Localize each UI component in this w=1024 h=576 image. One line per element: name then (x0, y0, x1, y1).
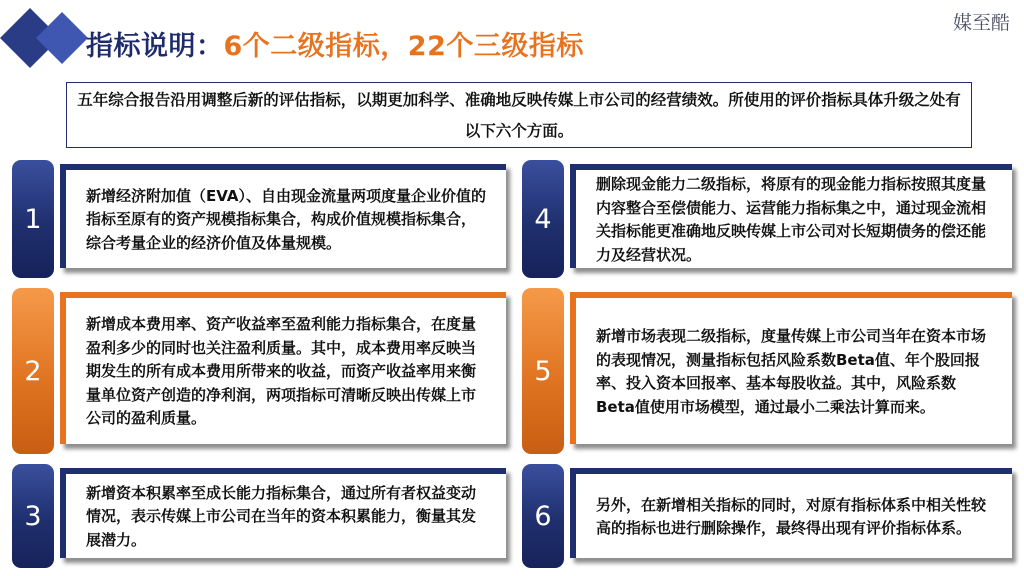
indicator-card-6 (522, 464, 1012, 568)
card-text-box (60, 164, 506, 268)
card-text-box (570, 468, 1012, 558)
card-number-badge: 1 (12, 160, 54, 278)
card-text: 删除现金能力二级指标，将原有的现金能力指标按照其度量内容整合至偿债能力、运营能力指标集之中，通过现金流相关指标能更准确地反映传媒上市公司对长短期债务的偿还能力及经营状况。 (596, 175, 987, 264)
intro-text: 五年综合报告沿用调整后新的评估指标，以期更加科学、准确地反映传媒上市公司的经营绩效。所使用的评价指标具体升级之处有以下六个方面。 (66, 82, 972, 148)
title-highlight: 6个二级指标，22个三级指标 (223, 31, 584, 62)
double-diamond-logo-icon (0, 6, 100, 70)
indicator-card-5 (522, 288, 1012, 454)
card-text-box (570, 292, 1012, 444)
card-number-badge: 6 (522, 464, 564, 568)
card-text: 新增资本积累率至成长能力指标集合，通过所有者权益变动情况，表示传媒上市公司在当年的资本积累能力，衡量其发展潜力。 (86, 483, 477, 549)
indicator-card-1 (12, 160, 506, 278)
indicator-card-2 (12, 288, 506, 454)
card-text: 新增经济附加值（EVA）、自由现金流量两项度量企业价值的指标至原有的资产规模指标集合，构成价值规模指标集合，综合考量企业的经济价值及体量规模。 (86, 186, 486, 252)
card-number-badge: 4 (522, 160, 564, 278)
card-text-box (60, 468, 506, 558)
card-text-box (60, 292, 506, 444)
card-text: 另外，在新增相关指标的同时，对原有指标体系中相关性较高的指标也进行删除操作，最终得出现有评价指标体系。 (596, 495, 987, 537)
card-text-box (570, 164, 1012, 268)
card-number-badge: 5 (522, 288, 564, 454)
indicator-card-4 (522, 160, 1012, 278)
page-title (86, 24, 584, 63)
brand-label: 媒至酷 (952, 12, 1010, 34)
card-text: 新增成本费用率、资产收益率至盈利能力指标集合，在度量盈利多少的同时也关注盈利质量。其中，成本费用率反映当期发生的所有成本费用所带来的收益，而资产收益率用来衡量单位资产创造的净利润，两项指标可清晰反映出传媒上市公司的盈利质量。 (86, 315, 477, 428)
card-number-badge: 3 (12, 464, 54, 568)
card-text: 新增市场表现二级指标，度量传媒上市公司当年在资本市场的表现情况，测量指标包括风险系数Beta值、年个股回报率、投入资本回报率、基本每股收益。其中，风险系数Beta值使用市场模型，通过最小二乘法计算而来。 (596, 327, 987, 416)
title-prefix: 指标说明： (86, 31, 224, 62)
indicator-card-3 (12, 464, 506, 568)
card-number-badge: 2 (12, 288, 54, 454)
